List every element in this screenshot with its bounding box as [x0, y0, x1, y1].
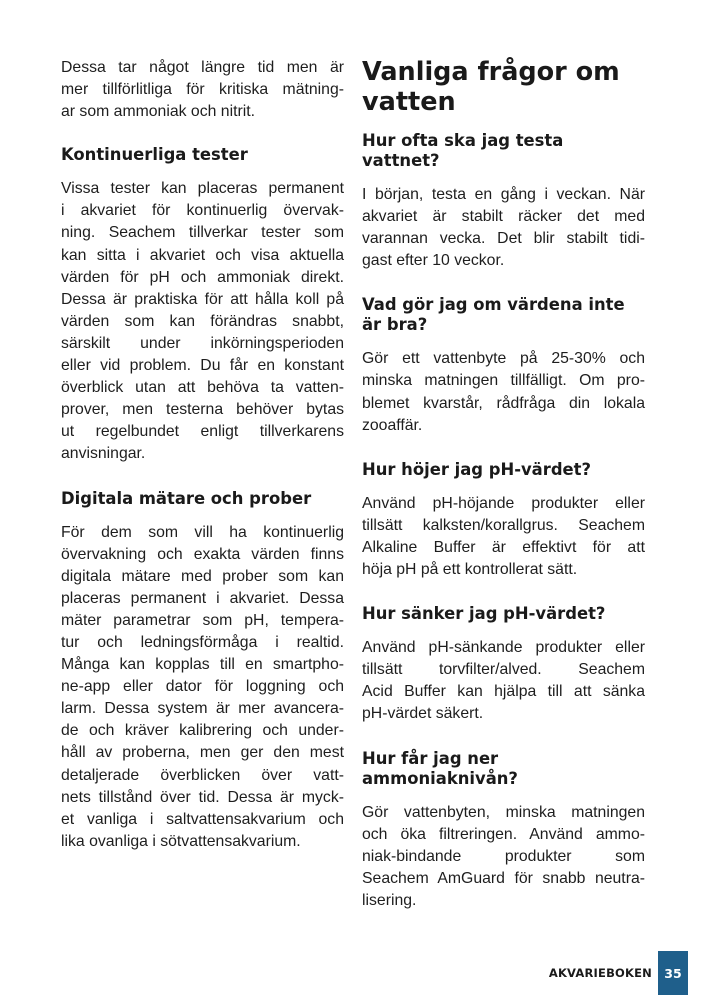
text-line: tillsätt torvfilter/alved. Seachem: [362, 661, 645, 679]
page-number: 35: [658, 951, 688, 995]
text-line: mäter parametrar som pH, tempera-: [61, 611, 344, 629]
faq-title-line-1: Vanliga frågor om: [362, 57, 620, 87]
text-line: mer tillförlitliga för kritiska mätning-: [61, 81, 344, 99]
faq-answer: [362, 184, 645, 272]
faq-list: [362, 131, 645, 912]
faq-answer: [362, 637, 645, 725]
faq-question-line: Hur höjer jag pH-värdet?: [362, 459, 592, 479]
text-line: Många kan kopplas till en smartpho-: [61, 656, 344, 674]
text-line: larm. Dessa system är mer avancera-: [61, 700, 344, 718]
faq-item: [362, 460, 645, 581]
digital-meters-paragraph: [61, 522, 344, 853]
text-line: Dessa är praktiska för att hålla koll på: [61, 290, 344, 308]
text-line: zooaffär.: [362, 416, 423, 434]
text-line: kan sitta i akvariet och visa aktuella: [61, 246, 344, 264]
intro-paragraph: [61, 57, 344, 123]
faq-question: [362, 749, 645, 789]
text-line: och öka filtreringen. Använd ammo-: [362, 825, 645, 843]
text-line: håll av proberna, men ger den mest: [61, 744, 344, 762]
text-line: värden för pH och ammoniak direkt.: [61, 268, 344, 286]
text-line: Alkaline Buffer är effektivt för att: [362, 538, 645, 556]
text-line: Använd pH-höjande produkter eller: [362, 494, 645, 512]
faq-answer: [362, 802, 645, 912]
faq-question-line: är bra?: [362, 315, 428, 335]
text-line: anvisningar.: [61, 445, 146, 463]
text-line: lika ovanliga i sötvattensakvarium.: [61, 832, 301, 850]
faq-question-line: ammoniaknivån?: [362, 768, 518, 788]
faq-answer: [362, 493, 645, 581]
text-line: överblick utan att behöva ta vatten-: [61, 379, 344, 397]
text-line: Vissa tester kan placeras permanent: [61, 180, 344, 198]
section-heading-continuous-tests: Kontinuerliga tester: [61, 145, 248, 165]
text-line: nets tillstånd över tid. Dessa är myck-: [61, 788, 344, 806]
faq-title: [362, 57, 645, 117]
faq-question: [362, 604, 645, 624]
faq-item: [362, 604, 645, 725]
page-footer: [549, 951, 705, 995]
faq-question: [362, 460, 645, 480]
text-line: de och kräver kalibrering och under-: [61, 722, 344, 740]
text-line: höja pH på ett kontrollerat sätt.: [362, 561, 578, 579]
text-line: prover, men testerna behöver bytas: [61, 401, 344, 419]
text-line: akvariet är stabilt räcker det med: [362, 208, 645, 226]
text-line: gast efter 10 veckor.: [362, 252, 505, 270]
text-line: tillsätt kalksten/korallgrus. Seachem: [362, 516, 645, 534]
text-line: ning. Seachem tillverkar tester som: [61, 224, 344, 242]
text-line: värden som kan förändras snabbt,: [61, 312, 344, 330]
text-line: För dem som vill ha kontinuerlig: [61, 523, 344, 541]
text-line: varannan vecka. Det blir stabilt tidi-: [362, 230, 645, 248]
text-line: i akvariet för kontinuerlig övervak-: [61, 202, 344, 220]
text-line: övervakning och exakta värden finns: [61, 545, 344, 563]
faq-question-line: Hur får jag ner: [362, 748, 499, 768]
text-line: eller vid problem. Du får en konstant: [61, 357, 344, 375]
text-line: digitala mätare med prober som kan: [61, 567, 344, 585]
faq-item: [362, 295, 645, 436]
faq-question-line: Vad gör jag om värdena inte: [362, 295, 625, 315]
text-line: särskilt under inkörningsperioden: [61, 334, 344, 352]
text-line: I början, testa en gång i veckan. När: [362, 186, 645, 203]
text-line: detaljerade överblicken över vatt-: [61, 766, 344, 784]
text-line: minska matningen tillfälligt. Om pro-: [362, 372, 645, 390]
faq-question-line: vattnet?: [362, 151, 440, 170]
text-line: Gör ett vattenbyte på 25-30% och: [362, 350, 645, 368]
faq-item: [362, 749, 645, 912]
text-line: et vanliga i saltvattensakvarium och: [61, 810, 344, 828]
faq-item: [362, 131, 645, 272]
text-line: ar som ammoniak och nitrit.: [61, 103, 256, 121]
text-line: Seachem AmGuard för snabb neutra-: [362, 869, 645, 887]
faq-question: [362, 295, 645, 335]
faq-title-line-2: vatten: [362, 87, 456, 117]
text-line: niak-bindande produkter som: [362, 847, 645, 865]
section-heading-digital-meters: Digitala mätare och prober: [61, 488, 312, 508]
text-line: Dessa tar något längre tid men är: [61, 59, 344, 76]
text-line: tur och ledningsförmåga i realtid.: [61, 633, 344, 651]
text-line: placeras permanent i akvariet. Dessa: [61, 589, 344, 607]
continuous-tests-paragraph: [61, 178, 344, 465]
text-line: ut regelbundet enligt tillverkarens: [61, 423, 344, 441]
text-line: pH-värdet säkert.: [362, 705, 484, 723]
text-line: blemet kvarstår, rådfråga din lokala: [362, 394, 645, 412]
faq-answer: [362, 348, 645, 436]
faq-question: [362, 131, 645, 171]
text-line: Gör vattenbyten, minska matningen: [362, 803, 645, 821]
faq-question-line: Hur sänker jag pH-värdet?: [362, 604, 606, 624]
right-column: [362, 57, 645, 912]
left-column: [61, 57, 344, 853]
book-title: AKVARIEBOKEN: [548, 966, 652, 980]
text-line: ne-app eller dator för loggning och: [61, 678, 344, 696]
faq-question-line: Hur ofta ska jag testa: [362, 131, 564, 150]
text-line: Använd pH-sänkande produkter eller: [362, 639, 645, 657]
text-line: lisering.: [362, 891, 417, 909]
text-line: Acid Buffer kan hjälpa till att sänka: [362, 683, 645, 701]
